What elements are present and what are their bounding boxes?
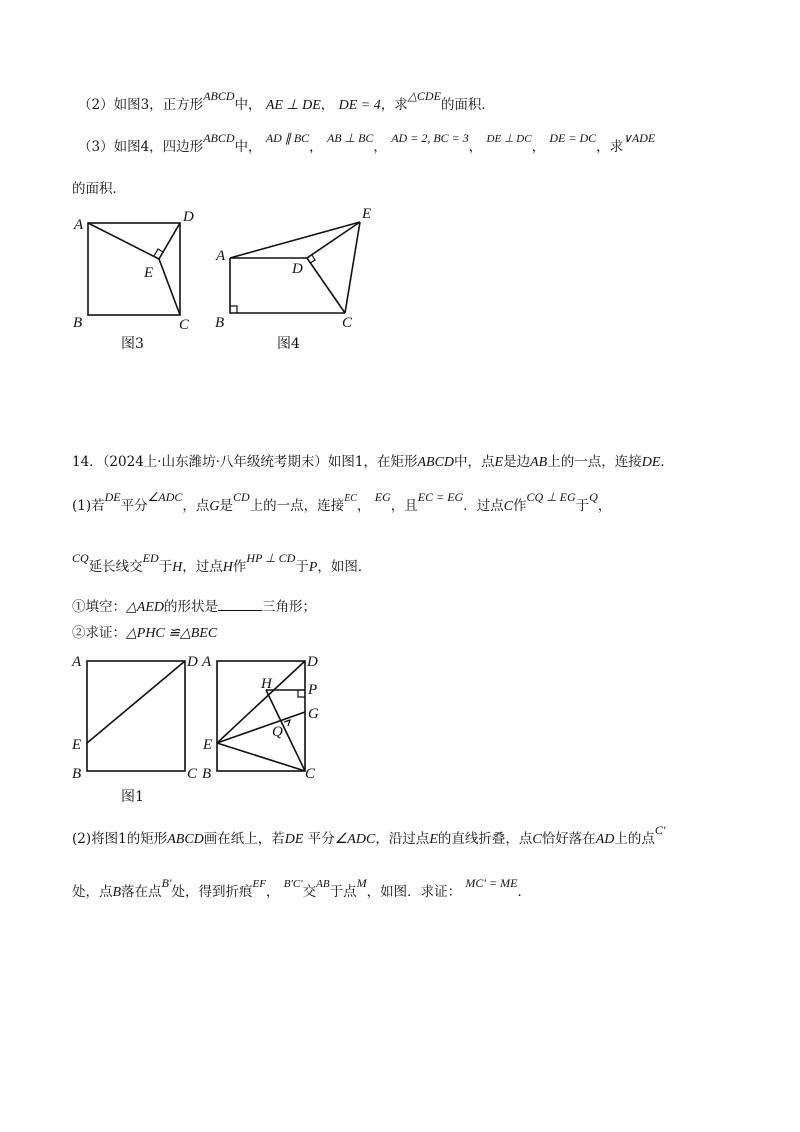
segment-eg [217, 712, 305, 743]
text: ． [517, 884, 531, 900]
text: 的面积． [72, 181, 126, 197]
answer-blank[interactable] [218, 598, 262, 611]
math-perp: AB ⊥ BC [326, 131, 374, 145]
math-e: E [494, 455, 504, 470]
text: 的面积． [440, 97, 495, 113]
question-number: 14． [72, 454, 103, 470]
math-c: C [532, 832, 542, 847]
text: 画在纸上，若 [203, 831, 285, 847]
math-abcd: ABCD [203, 89, 235, 103]
q14-fill-blank-line [72, 598, 316, 617]
text: 于点 [329, 884, 357, 900]
figure-3 [70, 205, 200, 335]
text: 的直线折叠，点 [437, 831, 533, 847]
math-ed: ED [142, 551, 159, 565]
label-c: C [179, 317, 190, 333]
label-b: B [73, 315, 83, 331]
math-equal: DE = DC [549, 131, 597, 145]
figure-1-caption: 图1 [121, 789, 144, 805]
math-perp: CQ ⊥ EG [526, 490, 576, 504]
segment-de [307, 222, 360, 258]
math-b: B [112, 885, 122, 900]
math-ab: AB [316, 878, 330, 890]
label-a: A [74, 217, 84, 233]
text: 作 [232, 559, 247, 575]
q14-prove-line [72, 624, 217, 643]
label-c: C [187, 766, 198, 782]
text: ， [373, 139, 387, 155]
text: ， [531, 139, 546, 155]
math-congruence: △PHC ≌△BEC [126, 626, 218, 641]
text: ，且 [390, 498, 418, 514]
segment-de [159, 223, 180, 259]
text: 中， [234, 139, 262, 155]
math-values: AD = 2, BC = 3 [391, 131, 469, 145]
math-de: DE [104, 490, 121, 504]
text: ． [660, 454, 674, 470]
label-c: C [342, 315, 353, 331]
math-angle: ∠ADC [147, 490, 183, 504]
text: 作 [513, 498, 527, 514]
q13-part3-line [78, 131, 656, 157]
text: ， [356, 498, 371, 514]
figure-1 [70, 650, 200, 782]
math-bprime: B′ [161, 876, 172, 890]
text: ，点 [182, 498, 210, 514]
segment-ec [217, 743, 305, 771]
text: 的形状是 [163, 599, 218, 615]
text: 于 [295, 559, 309, 575]
figure-3-caption: 图3 [121, 336, 144, 352]
math-m: M [356, 876, 367, 890]
q14-part2-line2 [72, 876, 531, 902]
label-d: D [187, 654, 198, 670]
math-ad: AD [595, 832, 615, 847]
text: ， [309, 139, 323, 155]
label-e: E [362, 206, 372, 222]
text: ，如图． [317, 559, 372, 575]
text: 中， [234, 97, 262, 113]
math-triangle: △AED [126, 600, 164, 615]
math-angle: ∠ADC [334, 832, 376, 847]
text: 交 [302, 884, 317, 900]
text: ， [320, 97, 335, 113]
math-eg: EG [374, 490, 391, 504]
math-abcd: ABCD [167, 832, 204, 847]
math-triangle: △CDE [407, 89, 441, 103]
right-angle-q [284, 720, 290, 726]
text: 中，点 [454, 454, 495, 470]
text: ， [265, 884, 280, 900]
math-abcd: ABCD [203, 131, 235, 145]
math-triangle: ∨ADE [623, 131, 656, 145]
segment-ed [217, 661, 305, 743]
text: (2)将图1的矩形 [72, 831, 168, 847]
math-q: Q [589, 490, 598, 504]
text: 恰好落在 [541, 831, 596, 847]
figure-4-caption: 图4 [277, 336, 300, 352]
math-h: H [222, 560, 233, 575]
math-p: P [308, 560, 318, 575]
math-c: C [503, 499, 514, 514]
label-a: A [202, 654, 212, 670]
figure-4 [212, 200, 382, 335]
text: 三角形； [261, 599, 316, 615]
label-a: A [216, 248, 226, 264]
label-b: B [72, 766, 82, 782]
text: ，求 [380, 97, 408, 113]
rectangle-abcd [87, 661, 185, 771]
text: ①填空： [72, 599, 126, 615]
label-p: P [308, 682, 318, 698]
text: （3）如图4，四边形 [78, 139, 204, 155]
right-angle-p [298, 690, 305, 697]
math-parallel: AD ∥ BC [265, 131, 310, 145]
math-de: DE [284, 832, 304, 847]
segment-ec [159, 259, 180, 315]
segment-ae [88, 223, 159, 259]
math-perp: HP ⊥ CD [246, 551, 296, 565]
label-d: D [307, 654, 318, 670]
text: 平分 [120, 498, 148, 514]
label-d: D [183, 209, 194, 225]
label-e: E [72, 737, 82, 753]
text: 延长线交 [88, 559, 143, 575]
math-perp2: DE ⊥ DC [486, 133, 532, 145]
text: ，沿过点 [375, 831, 430, 847]
math-h: H [172, 560, 183, 575]
text: 上的一点，连接 [547, 454, 642, 470]
text: ，求 [596, 139, 624, 155]
text: 上的点 [614, 831, 655, 847]
figure-construction [200, 650, 330, 782]
text: 是 [219, 498, 234, 514]
right-angle-b [230, 306, 237, 313]
label-d: D [292, 261, 303, 277]
label-a: A [72, 654, 82, 670]
q13-part3-line2 [72, 180, 126, 198]
math-de: DE [641, 455, 661, 470]
math-cprime: C′ [654, 823, 666, 837]
q14-part2-line1 [72, 823, 666, 849]
text: 于 [575, 498, 590, 514]
label-g: G [308, 706, 319, 722]
segment-ed [87, 661, 185, 743]
label-q: Q [272, 724, 283, 740]
q14-part1-line1 [72, 490, 612, 517]
label-e: E [144, 265, 154, 281]
text: 是边 [503, 454, 531, 470]
math-ec: EC [344, 493, 357, 504]
text: ，如图．求证： [366, 884, 462, 900]
math-abcd: ABCD [417, 455, 455, 470]
segment-ec [345, 222, 360, 313]
text: ，过点 [182, 559, 223, 575]
label-c: C [305, 766, 316, 782]
math-g: G [209, 499, 220, 514]
text: 落在点 [121, 884, 162, 900]
segment-dc [307, 258, 345, 313]
text: ②求证： [72, 625, 126, 641]
q13-part2-line [78, 89, 495, 115]
label-h: H [261, 676, 272, 692]
math-e: E [429, 832, 438, 847]
text: 上的一点，连接 [249, 498, 345, 514]
math-ab: AB [530, 455, 548, 470]
segment-ae [230, 222, 360, 258]
text: ， [597, 498, 612, 514]
text: 于 [158, 559, 173, 575]
math-ef: EF [252, 878, 266, 890]
text: ， [468, 139, 483, 155]
square-abcd [88, 223, 180, 315]
math-bc: B′C′ [283, 878, 303, 890]
q14-header [72, 453, 674, 472]
math-cd: CD [233, 490, 250, 504]
math-equal: EC = EG [417, 490, 464, 504]
segment-a-b-c [230, 258, 345, 313]
label-b: B [202, 766, 212, 782]
text: ．过点 [463, 498, 504, 514]
text: (1)若 [72, 498, 105, 514]
text: （2024上·山东潍坊·八年级统考期末）如图1，在矩形 [102, 454, 418, 470]
label-e: E [203, 737, 213, 753]
text: 平分 [307, 831, 335, 847]
text: 处，得到折痕 [171, 884, 253, 900]
math-equal: MC′ = ME [465, 876, 518, 890]
math-perp: AE ⊥ DE [265, 98, 321, 113]
text: （2）如图3，正方形 [78, 97, 204, 113]
text: 处，点 [72, 884, 113, 900]
q14-part1-line2 [72, 551, 372, 577]
label-b: B [215, 315, 225, 331]
math-cq: CQ [72, 551, 89, 565]
math-de: DE = 4 [338, 98, 381, 113]
